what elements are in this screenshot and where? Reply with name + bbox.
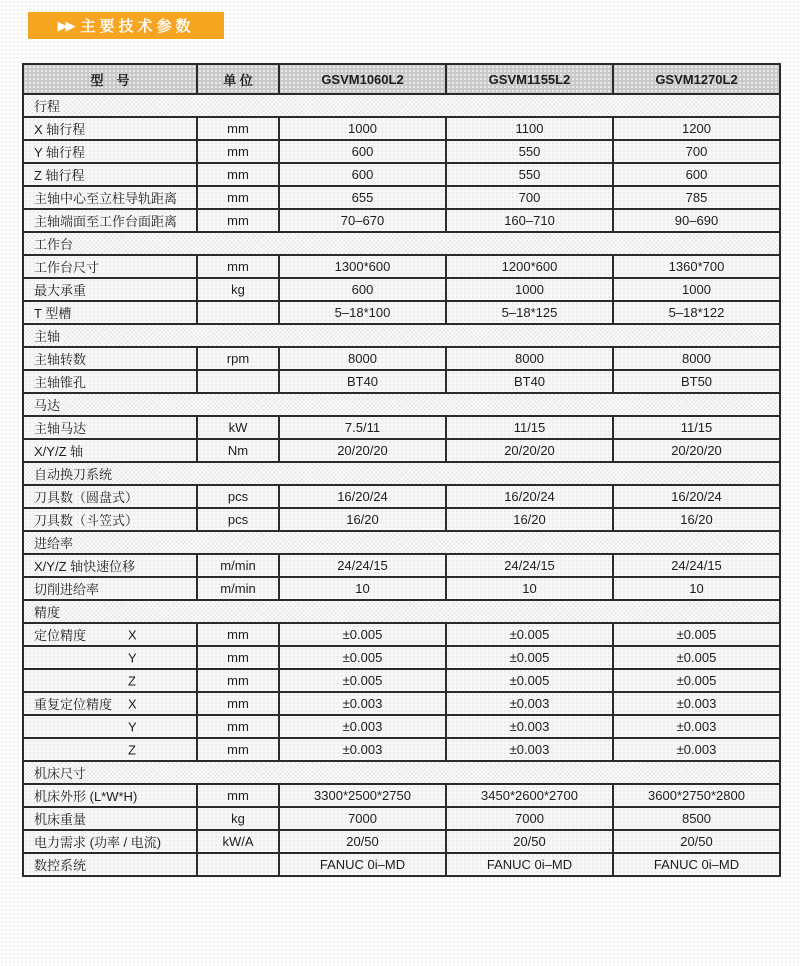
section-title: 主要技术参数 — [80, 18, 195, 35]
value-cell: 5–18*100 — [279, 301, 446, 324]
spec-row — [23, 577, 780, 600]
spec-label: 主轴马达 — [34, 421, 87, 436]
value-cell: 1100 — [446, 117, 613, 140]
spec-row — [23, 209, 780, 232]
value-cell: 7000 — [446, 807, 613, 830]
value-cell: 1000 — [613, 278, 780, 301]
model-column-header: 型 号 — [23, 64, 197, 94]
value-cell: ±0.003 — [446, 738, 613, 761]
spec-row — [23, 738, 780, 761]
value-cell: 11/15 — [613, 416, 780, 439]
spec-label: 刀具数（圆盘式） — [34, 490, 139, 505]
value-cell: 8000 — [279, 347, 446, 370]
value-cell: ±0.003 — [446, 715, 613, 738]
unit-cell: m/min — [197, 577, 279, 600]
section-title-cell: 机床尺寸 — [23, 761, 780, 784]
value-cell: ±0.003 — [613, 738, 780, 761]
value-cell: 7000 — [279, 807, 446, 830]
value-cell: 700 — [446, 186, 613, 209]
spec-label-cell — [23, 669, 197, 692]
unit-cell: kg — [197, 807, 279, 830]
value-cell: 24/24/15 — [446, 554, 613, 577]
value-cell: BT40 — [446, 370, 613, 393]
section-title-cell: 自动换刀系统 — [23, 462, 780, 485]
value-cell: 20/50 — [613, 830, 780, 853]
spec-row — [23, 669, 780, 692]
spec-label-cell — [23, 577, 197, 600]
value-cell: 8000 — [613, 347, 780, 370]
value-cell: 70–670 — [279, 209, 446, 232]
spec-label: 主轴转数 — [34, 352, 87, 367]
spec-label-cell — [23, 738, 197, 761]
value-cell: FANUC 0i–MD — [446, 853, 613, 876]
unit-cell — [197, 370, 279, 393]
spec-label: T 型槽 — [34, 306, 72, 321]
section-title-cell: 行程 — [23, 94, 780, 117]
unit-cell: mm — [197, 623, 279, 646]
spec-label-cell — [23, 853, 197, 876]
value-cell: ±0.003 — [613, 692, 780, 715]
value-cell: 16/20 — [446, 508, 613, 531]
spec-row — [23, 301, 780, 324]
value-cell: BT50 — [613, 370, 780, 393]
section-header-row — [23, 94, 780, 117]
value-cell: 16/20/24 — [446, 485, 613, 508]
section-header-row — [23, 393, 780, 416]
value-cell: ±0.005 — [446, 646, 613, 669]
spec-label-cell — [23, 255, 197, 278]
value-cell: ±0.005 — [446, 669, 613, 692]
spec-label-cell — [23, 508, 197, 531]
value-cell: ±0.003 — [446, 692, 613, 715]
spec-label: X/Y/Z 轴 — [34, 444, 84, 459]
spec-row — [23, 140, 780, 163]
value-cell: 24/24/15 — [613, 554, 780, 577]
spec-label-cell — [23, 416, 197, 439]
section-header-row — [23, 761, 780, 784]
spec-label-cell — [23, 278, 197, 301]
unit-column-header: 单 位 — [197, 64, 279, 94]
value-cell: 3450*2600*2700 — [446, 784, 613, 807]
value-cell: 16/20 — [279, 508, 446, 531]
spec-label-cell — [23, 301, 197, 324]
model-name-header: GSVM1155L2 — [446, 64, 613, 94]
spec-label: Y 轴行程 — [34, 145, 86, 160]
unit-cell: mm — [197, 140, 279, 163]
value-cell: FANUC 0i–MD — [279, 853, 446, 876]
spec-row — [23, 186, 780, 209]
value-cell: 1200*600 — [446, 255, 613, 278]
unit-cell: mm — [197, 163, 279, 186]
spec-label: 定位精度 — [34, 628, 87, 643]
value-cell: ±0.005 — [613, 623, 780, 646]
value-cell: 10 — [279, 577, 446, 600]
value-cell: 1200 — [613, 117, 780, 140]
value-cell: 600 — [279, 140, 446, 163]
value-cell: 3600*2750*2800 — [613, 784, 780, 807]
value-cell: 550 — [446, 163, 613, 186]
spec-label: 主轴中心至立柱导轨距离 — [34, 191, 178, 206]
spec-label-cell — [23, 646, 197, 669]
unit-cell: kW — [197, 416, 279, 439]
spec-label-cell — [23, 485, 197, 508]
unit-cell: m/min — [197, 554, 279, 577]
unit-cell: mm — [197, 117, 279, 140]
value-cell: 1000 — [446, 278, 613, 301]
spec-label: X 轴行程 — [34, 122, 86, 137]
spec-label-cell — [23, 692, 197, 715]
value-cell: 24/24/15 — [279, 554, 446, 577]
unit-cell: mm — [197, 692, 279, 715]
section-title-cell: 精度 — [23, 600, 780, 623]
spec-row — [23, 715, 780, 738]
spec-row — [23, 623, 780, 646]
spec-label-cell — [23, 370, 197, 393]
spec-row — [23, 416, 780, 439]
value-cell: 20/50 — [279, 830, 446, 853]
value-cell: ±0.005 — [279, 646, 446, 669]
value-cell: 600 — [279, 163, 446, 186]
value-cell: 600 — [279, 278, 446, 301]
value-cell: ±0.003 — [279, 738, 446, 761]
unit-cell: mm — [197, 715, 279, 738]
spec-row — [23, 163, 780, 186]
spec-label: 电力需求 (功率 / 电流) — [34, 835, 162, 850]
unit-cell: pcs — [197, 485, 279, 508]
spec-label: 数控系统 — [34, 858, 87, 873]
specs-table-body — [23, 94, 780, 876]
spec-label: 工作台尺寸 — [34, 260, 100, 275]
spec-label-cell — [23, 830, 197, 853]
section-title-banner — [28, 12, 224, 39]
unit-cell: rpm — [197, 347, 279, 370]
unit-cell: mm — [197, 186, 279, 209]
unit-cell: mm — [197, 209, 279, 232]
value-cell: 16/20/24 — [613, 485, 780, 508]
spec-row — [23, 853, 780, 876]
spec-row — [23, 439, 780, 462]
value-cell: 655 — [279, 186, 446, 209]
value-cell: ±0.005 — [613, 646, 780, 669]
spec-row — [23, 784, 780, 807]
value-cell: 600 — [613, 163, 780, 186]
value-cell: 8000 — [446, 347, 613, 370]
spec-label-cell — [23, 186, 197, 209]
spec-row — [23, 485, 780, 508]
axis-label: Z — [128, 673, 136, 688]
value-cell: 11/15 — [446, 416, 613, 439]
value-cell: FANUC 0i–MD — [613, 853, 780, 876]
axis-label: Y — [128, 719, 137, 734]
spec-label: 切削进给率 — [34, 582, 100, 597]
value-cell: 3300*2500*2750 — [279, 784, 446, 807]
spec-label-cell — [23, 117, 197, 140]
spec-label-cell — [23, 347, 197, 370]
section-header-row — [23, 531, 780, 554]
value-cell: 10 — [613, 577, 780, 600]
section-title-cell: 工作台 — [23, 232, 780, 255]
spec-label: 最大承重 — [34, 283, 87, 298]
spec-label-cell — [23, 209, 197, 232]
spec-label: 刀具数（斗笠式） — [34, 513, 139, 528]
specs-table — [22, 63, 781, 877]
spec-label: 主轴锥孔 — [34, 375, 87, 390]
spec-label-cell — [23, 140, 197, 163]
spec-label: 重复定位精度 — [34, 697, 113, 712]
value-cell: ±0.003 — [279, 715, 446, 738]
value-cell: 160–710 — [446, 209, 613, 232]
value-cell: ±0.005 — [279, 669, 446, 692]
value-cell: 20/20/20 — [279, 439, 446, 462]
axis-label: X — [128, 696, 137, 711]
spec-row — [23, 646, 780, 669]
table-header-row — [23, 64, 780, 94]
unit-cell: Nm — [197, 439, 279, 462]
axis-label: Z — [128, 742, 136, 757]
spec-label-cell — [23, 163, 197, 186]
spec-row — [23, 117, 780, 140]
value-cell: 16/20 — [613, 508, 780, 531]
spec-label-cell — [23, 807, 197, 830]
spec-row — [23, 278, 780, 301]
value-cell: ±0.005 — [446, 623, 613, 646]
value-cell: 20/50 — [446, 830, 613, 853]
unit-cell: mm — [197, 669, 279, 692]
value-cell: 1000 — [279, 117, 446, 140]
spec-label-cell — [23, 715, 197, 738]
value-cell: ±0.005 — [279, 623, 446, 646]
spec-row — [23, 554, 780, 577]
spec-label: 机床外形 (L*W*H) — [34, 789, 138, 804]
section-header-row — [23, 462, 780, 485]
value-cell: ±0.003 — [613, 715, 780, 738]
axis-label: Y — [128, 650, 137, 665]
axis-label: X — [128, 627, 137, 642]
section-header-row — [23, 600, 780, 623]
spec-label: 主轴端面至工作台面距离 — [34, 214, 178, 229]
section-title-cell: 主轴 — [23, 324, 780, 347]
value-cell: 1360*700 — [613, 255, 780, 278]
value-cell: 16/20/24 — [279, 485, 446, 508]
spec-row — [23, 347, 780, 370]
spec-row — [23, 830, 780, 853]
double-arrow-icon: ▶▶ — [57, 17, 74, 33]
spec-label: Z 轴行程 — [34, 168, 85, 183]
spec-label-cell — [23, 784, 197, 807]
model-name-header: GSVM1270L2 — [613, 64, 780, 94]
unit-cell: mm — [197, 646, 279, 669]
spec-row — [23, 807, 780, 830]
value-cell: ±0.003 — [279, 692, 446, 715]
value-cell: 10 — [446, 577, 613, 600]
unit-cell — [197, 301, 279, 324]
unit-cell — [197, 853, 279, 876]
spec-label: 机床重量 — [34, 812, 87, 827]
spec-label-cell — [23, 623, 197, 646]
value-cell: 20/20/20 — [613, 439, 780, 462]
spec-label-cell — [23, 554, 197, 577]
section-title-cell: 马达 — [23, 393, 780, 416]
model-name-header: GSVM1060L2 — [279, 64, 446, 94]
spec-row — [23, 508, 780, 531]
value-cell: 90–690 — [613, 209, 780, 232]
value-cell: 5–18*122 — [613, 301, 780, 324]
unit-cell: kW/A — [197, 830, 279, 853]
spec-label-cell — [23, 439, 197, 462]
unit-cell: pcs — [197, 508, 279, 531]
spec-label: X/Y/Z 轴快速位移 — [34, 559, 136, 574]
spec-row — [23, 692, 780, 715]
spec-row — [23, 255, 780, 278]
value-cell: 1300*600 — [279, 255, 446, 278]
section-header-row — [23, 232, 780, 255]
unit-cell: mm — [197, 255, 279, 278]
value-cell: 785 — [613, 186, 780, 209]
value-cell: 20/20/20 — [446, 439, 613, 462]
unit-cell: mm — [197, 784, 279, 807]
value-cell: 8500 — [613, 807, 780, 830]
spec-row — [23, 370, 780, 393]
value-cell: BT40 — [279, 370, 446, 393]
unit-cell: kg — [197, 278, 279, 301]
section-header-row — [23, 324, 780, 347]
value-cell: 5–18*125 — [446, 301, 613, 324]
section-title-cell: 进给率 — [23, 531, 780, 554]
value-cell: 7.5/11 — [279, 416, 446, 439]
value-cell: ±0.005 — [613, 669, 780, 692]
value-cell: 700 — [613, 140, 780, 163]
value-cell: 550 — [446, 140, 613, 163]
unit-cell: mm — [197, 738, 279, 761]
